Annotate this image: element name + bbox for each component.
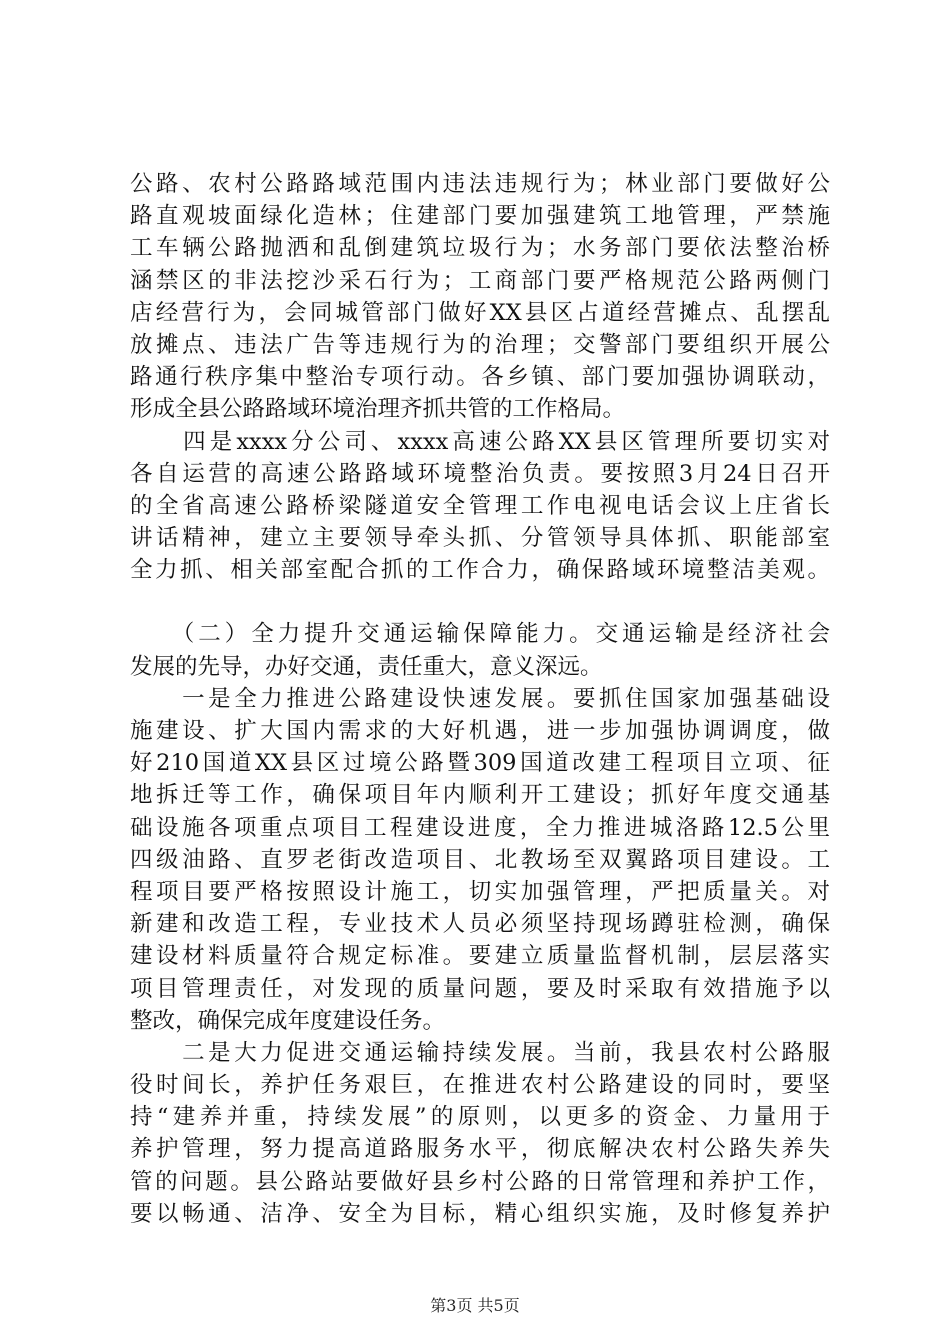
- text-line: 地拆迁等工作，确保项目年内顺利开工建设；抓好年度交通基: [130, 782, 830, 809]
- text-line: 形成全县公路路域环境治理齐抓共管的工作格局。: [130, 396, 626, 423]
- text-line: 路通行秩序集中整治专项行动。各乡镇、部门要加强协调联动，: [130, 364, 830, 391]
- paragraph-spacer: [130, 586, 830, 618]
- text-line: 路直观坡面绿化造林；住建部门要加强建筑工地管理，严禁施: [130, 203, 830, 230]
- text-line: 役时间长，养护任务艰巨，在推进农村公路建设的同时，要坚: [130, 1072, 830, 1099]
- text-line: 项目管理责任，对发现的质量问题，要及时采取有效措施予以: [130, 975, 830, 1002]
- text-line: （二）全力提升交通运输保障能力。交通运输是经济社会: [130, 621, 830, 648]
- text-line: 发展的先导，办好交通，责任重大，意义深远。: [130, 653, 603, 680]
- text-line: 放摊点、违法广告等违规行为的治理；交警部门要组织开展公: [130, 331, 830, 358]
- text-line: 建设材料质量符合规定标准。要建立质量监督机制，层层落实: [130, 943, 830, 970]
- text-line: 工车辆公路抛洒和乱倒建筑垃圾行为；水务部门要依法整治桥: [130, 235, 830, 262]
- document-body: [130, 168, 830, 1230]
- text-line: 一是全力推进公路建设快速发展。要抓住国家加强基础设: [130, 685, 830, 712]
- text-line: 讲话精神，建立主要领导牵头抓、分管领导具体抓、职能部室: [130, 525, 830, 552]
- text-line: 二是大力促进交通运输持续发展。当前，我县农村公路服: [130, 1039, 830, 1066]
- page-number-footer: 第3页 共5页: [430, 1296, 520, 1315]
- text-line: 施建设、扩大国内需求的大好机遇，进一步加强协调调度，做: [130, 718, 830, 744]
- text-line: 四级油路、直罗老街改造项目、北教场至双翼路项目建设。工: [130, 846, 830, 873]
- text-line: 全力抓、相关部室配合抓的工作合力，确保路域环境整洁美观。: [130, 557, 830, 584]
- paragraph-2: [130, 426, 830, 587]
- text-line: 要以畅通、洁净、安全为目标，精心组织实施，及时修复养护: [130, 1200, 830, 1227]
- text-line: 管的问题。县公路站要做好县乡村公路的日常管理和养护工作，: [130, 1168, 830, 1195]
- text-line: 各自运营的高速公路路域环境整治负责。要按照3月24日召开: [130, 460, 830, 487]
- paragraph-4: [130, 683, 830, 1037]
- text-line: 好210国道XX县区过境公路暨309国道改建工程项目立项、征: [130, 750, 830, 777]
- text-line: 店经营行为，会同城管部门做好XX县区占道经营摊点、乱摆乱: [130, 299, 830, 326]
- text-line: 新建和改造工程，专业技术人员必须坚持现场蹲驻检测，确保: [130, 911, 830, 938]
- text-line: 四是xxxx分公司、xxxx高速公路XX县区管理所要切实对: [130, 428, 830, 455]
- text-line: 整改，确保完成年度建设任务。: [130, 1007, 446, 1034]
- text-line: 公路、农村公路路域范围内违法违规行为；林业部门要做好公: [130, 171, 830, 197]
- text-line: 持“建养并重，持续发展”的原则，以更多的资金、力量用于: [130, 1104, 830, 1131]
- paragraph-1: [130, 168, 830, 426]
- paragraph-3: [130, 618, 830, 682]
- text-line: 础设施各项重点项目工程建设进度，全力推进城洛路12.5公里: [130, 814, 830, 841]
- paragraph-5: [130, 1037, 830, 1230]
- text-line: 程项目要严格按照设计施工，切实加强管理，严把质量关。对: [130, 878, 830, 905]
- text-line: 养护管理，努力提高道路服务水平，彻底解决农村公路失养失: [130, 1136, 830, 1163]
- text-line: 涵禁区的非法挖沙采石行为；工商部门要严格规范公路两侧门: [130, 267, 830, 294]
- text-line: 的全省高速公路桥梁隧道安全管理工作电视电话会议上庄省长: [130, 492, 830, 519]
